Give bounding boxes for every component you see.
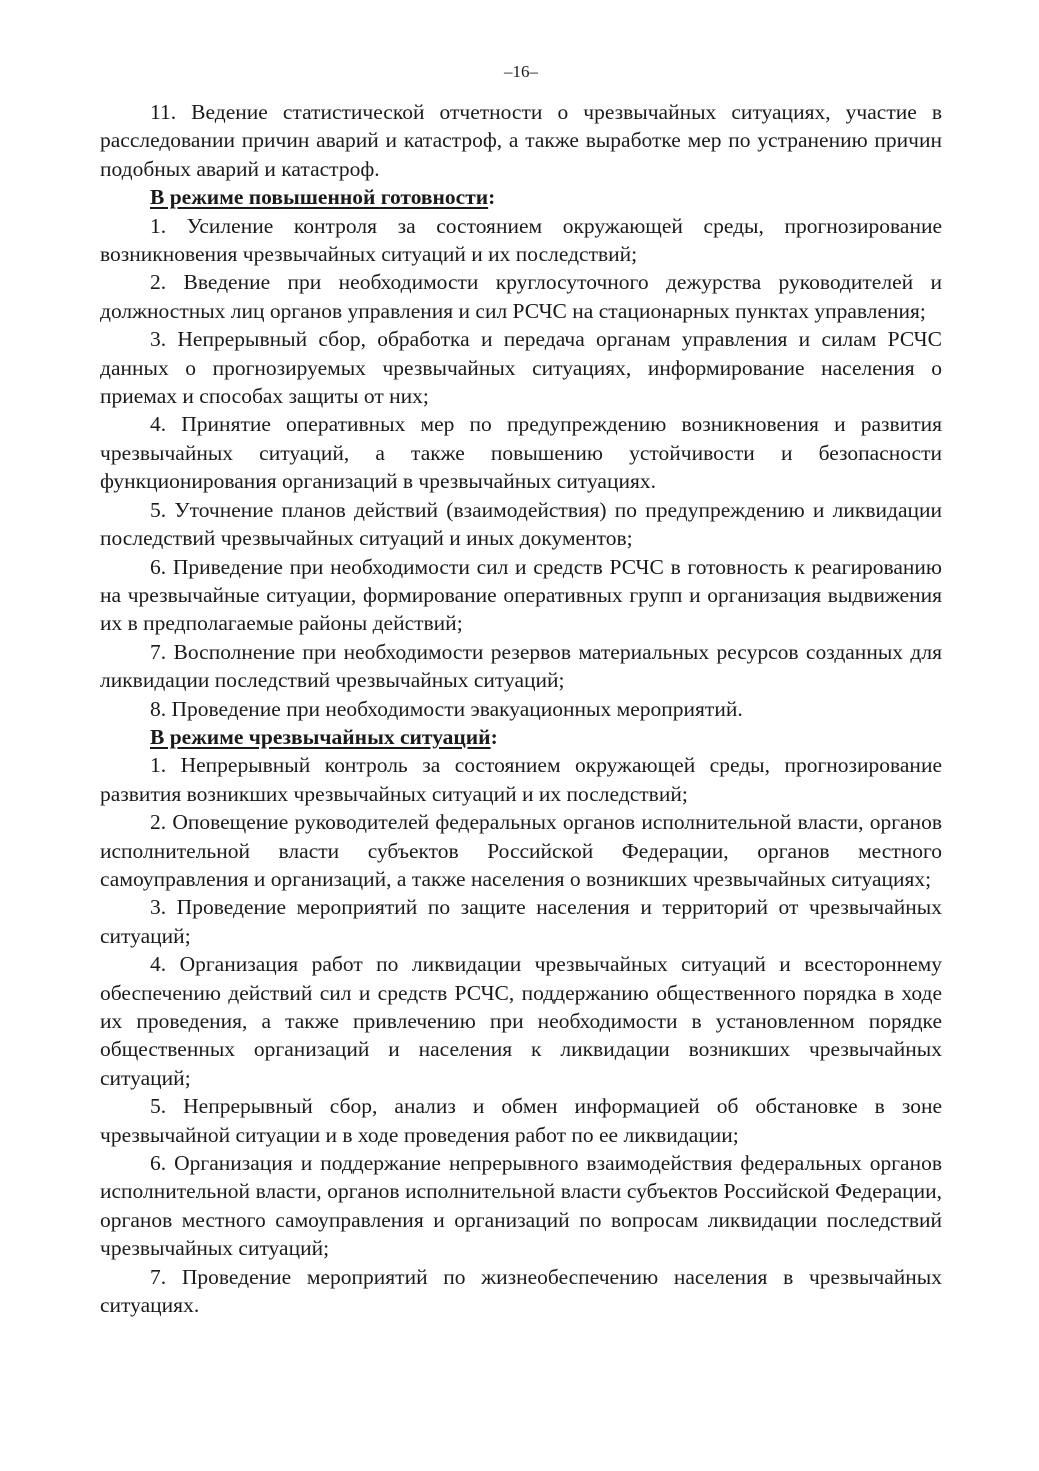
list-item: 6. Приведение при необходимости сил и средств РСЧС в готовность к реагированию на чрезвычайные ситуации, формирование оперативных групп и организация выдвижения их в предполагаемые районы действий; — [100, 554, 942, 636]
paragraph-intro-11: 11. Ведение статистической отчетности о чрезвычайных ситуациях, участие в расследовании причин аварий и катастроф, а также выработке мер по устранению причин подобных аварий и катастроф. — [100, 100, 942, 181]
page-number: –16– — [504, 62, 538, 81]
list-item: 4. Принятие оперативных мер по предупреждению возникновения и развития чрезвычайных ситуаций, а также повышению устойчивости и безопасности функционирования организаций в чрезвычайных ситуациях. — [100, 412, 942, 494]
section-heading-high-alert — [100, 183, 942, 211]
list-item: 2. Введение при необходимости круглосуточного дежурства руководителей и должностных лиц органов управления и сил РСЧС на стационарных пунктах управления; — [100, 270, 942, 323]
document-page — [100, 60, 942, 1319]
section-heading-emergency — [100, 723, 942, 751]
list-item: 1. Усиление контроля за состоянием окружающей среды, прогнозирование возникновения чрезвычайных ситуаций и их последствий; — [100, 213, 942, 267]
heading-colon: : — [488, 185, 496, 210]
list-item: 7. Проведение мероприятий по жизнеобеспечению населения в чрезвычайных ситуациях. — [100, 1264, 942, 1318]
list-item: 8. Проведение при необходимости эвакуационных мероприятий. — [150, 696, 743, 721]
list-item: 5. Непрерывный сбор, анализ и обмен информацией об обстановке в зоне чрезвычайной ситуации и в ходе проведения работ по ее ликвидации; — [100, 1094, 942, 1147]
list-item: 5. Уточнение планов действий (взаимодействия) по предупреждению и ликвидации последствий чрезвычайных ситуаций и иных документов; — [100, 497, 942, 551]
list-item: 2. Оповещение руководителей федеральных органов исполнительной власти, органов исполнительной власти субъектов Российской Федерации, органов местного самоуправления и организаций, а также населения о возникших чрезвычайных ситуациях; — [100, 810, 942, 891]
heading-colon: : — [490, 724, 498, 749]
list-item: 7. Восполнение при необходимости резервов материальных ресурсов созданных для ликвидации последствий чрезвычайных ситуаций; — [100, 639, 942, 693]
list-item: 1. Непрерывный контроль за состоянием окружающей среды, прогнозирование развития возникших чрезвычайных ситуаций и их последствий; — [100, 753, 942, 806]
section-heading-text: В режиме чрезвычайных ситуаций — [150, 724, 491, 749]
section-heading-text: В режиме повышенной готовности — [150, 185, 489, 210]
list-item: 6. Организация и поддержание непрерывного взаимодействия федеральных органов исполнительной власти, органов исполнительной власти субъектов Российской Федерации, органов местного самоуправления и организаций по вопросам ликвидации последствий чрезвычайных ситуаций; — [100, 1151, 942, 1261]
list-item: 4. Организация работ по ликвидации чрезвычайных ситуаций и всестороннему обеспечению действий сил и средств РСЧС, поддержанию общественного порядка в ходе их проведения, а также привлечению при необходимости в установленном порядке общественных организаций и населения к ликвидации возникших чрезвычайных ситуаций; — [100, 952, 942, 1090]
list-item: 3. Непрерывный сбор, обработка и передача органам управления и силам РСЧС данных о прогнозируемых чрезвычайных ситуациях, информирование населения о приемах и способах защиты от них; — [100, 327, 942, 409]
list-item: 3. Проведение мероприятий по защите населения и территорий от чрезвычайных ситуаций; — [100, 895, 942, 948]
